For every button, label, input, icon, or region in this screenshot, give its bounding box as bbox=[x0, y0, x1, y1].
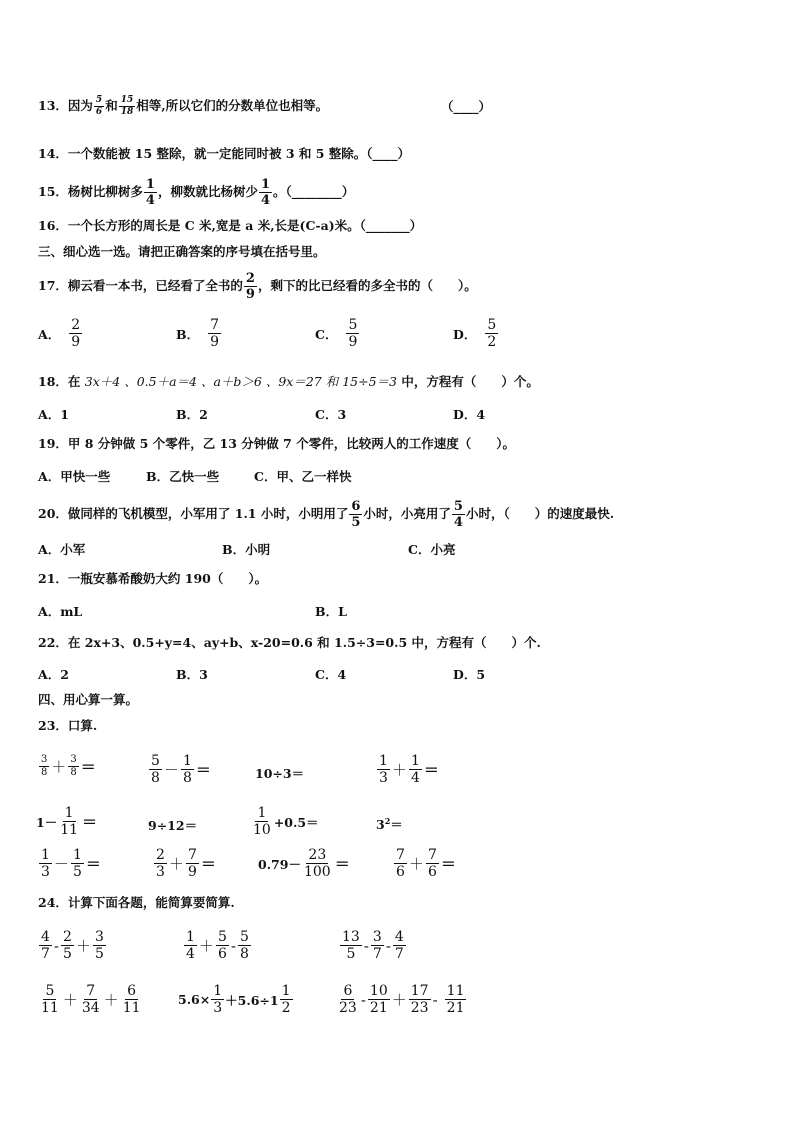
expression: $\frac{1}{3}$ ＋ $\frac{1}{4}$ ＝ bbox=[379, 753, 439, 786]
section-heading: 三、细心选一选。请把正确答案的序号填在括号里。 bbox=[38, 244, 326, 259]
question-21: 21．一瓶安慕希酸奶大约 190（ ）。 bbox=[38, 571, 268, 586]
expression: 0.79－ $\frac{23}{100}$ ＝ bbox=[258, 847, 350, 880]
expression: 1－ $\frac{1}{11}$ ＝ bbox=[36, 805, 98, 838]
option-d[interactable]: D． $\frac{5}{2}$ bbox=[453, 317, 497, 350]
option-d[interactable]: D．5 bbox=[453, 667, 486, 682]
option-a[interactable]: A．甲快一些 bbox=[38, 469, 111, 484]
fraction: $\frac{15}{18}$ bbox=[120, 95, 134, 117]
option-a[interactable]: A．小军 bbox=[38, 542, 86, 557]
option-b[interactable]: B．3 bbox=[176, 667, 208, 682]
option-c[interactable]: C．甲、乙一样快 bbox=[254, 469, 352, 484]
question-16: 16．一个长方形的周长是 C 米,宽是 a 米,长是(C-a)米。（_______） bbox=[38, 218, 423, 233]
option-b[interactable]: B．小明 bbox=[222, 542, 271, 557]
question-24-title: 24．计算下面各题，能简算要简算. bbox=[38, 895, 235, 910]
question-23-title: 23．口算. bbox=[38, 718, 98, 733]
expression: $\frac{1}{10}$ +0.5＝ bbox=[253, 805, 319, 838]
expression: $\frac{7}{6}$ ＋ $\frac{7}{6}$ ＝ bbox=[396, 847, 456, 880]
question-18: 18．在 3x＋4 、0.5＋a＝4 、a＋b＞6 、9x＝27 和 15÷5＝3 中，方程有（ ）个。 bbox=[38, 374, 539, 389]
question-15: 15．杨树比柳树多 $\frac{1}{4}$ ，柳数就比杨树少 $\frac{1}{4}$ 。（________） bbox=[38, 177, 355, 208]
option-b[interactable]: B．2 bbox=[176, 407, 208, 422]
option-c[interactable]: C．3 bbox=[315, 407, 347, 422]
expression: $\frac{13}{5}$ - $\frac{3}{7}$ - $\frac{4}{7}$ bbox=[342, 929, 404, 962]
expression: 10÷3＝ bbox=[255, 766, 305, 781]
fraction: $\frac{6}{5}$ bbox=[351, 499, 361, 530]
fraction: $\frac{1}{4}$ bbox=[145, 177, 155, 208]
expression: $\frac{5}{8}$ － $\frac{1}{8}$ ＝ bbox=[151, 753, 211, 786]
fraction: $\frac{1}{4}$ bbox=[260, 177, 271, 208]
expression: 9÷12＝ bbox=[148, 818, 198, 833]
fraction: $\frac{2}{9}$ bbox=[245, 271, 255, 302]
question-14: 14．一个数能被 15 整除，就一定能同时被 3 和 5 整除。（____） bbox=[38, 146, 411, 161]
option-b[interactable]: B．乙快一些 bbox=[146, 469, 220, 484]
option-a[interactable]: A．mL bbox=[38, 604, 83, 619]
question-20: 20．做同样的飞机模型，小军用了 1.1 小时，小明用了 $\frac{6}{5}$ 小时，小亮用了 $\frac{5}{4}$ 小时，（ ）的速度最快. bbox=[38, 499, 615, 530]
expression: $\frac{4}{7}$ - $\frac{2}{5}$ ＋ $\frac{3}{5}$ bbox=[41, 929, 104, 962]
expression: 5.6× $\frac{1}{3}$ ＋5.6÷1 $\frac{1}{2}$ bbox=[178, 983, 291, 1016]
option-a[interactable]: A．2 bbox=[38, 667, 69, 682]
expression: $\frac{1}{3}$ － $\frac{1}{5}$ ＝ bbox=[41, 847, 101, 880]
question-19: 19．甲 8 分钟做 5 个零件，乙 13 分钟做 7 个零件，比较两人的工作速度（ ）。 bbox=[38, 436, 515, 451]
option-b[interactable]: B． $\frac{7}{9}$ bbox=[176, 317, 219, 350]
option-b[interactable]: B．L bbox=[315, 604, 347, 619]
section-heading: 四、用心算一算。 bbox=[38, 692, 139, 707]
question-13: 13．因为 $\frac{5}{6}$ 和 $\frac{15}{18}$ 相等,所以它们的分数单位也相等。 bbox=[38, 95, 329, 117]
option-c[interactable]: C．4 bbox=[315, 667, 347, 682]
option-a[interactable]: A．1 bbox=[38, 407, 69, 422]
fraction: $\frac{5}{6}$ bbox=[95, 95, 103, 117]
fraction: $\frac{5}{4}$ bbox=[453, 499, 463, 530]
option-c[interactable]: C． $\frac{5}{9}$ bbox=[315, 317, 358, 350]
expression: $3^2=$ bbox=[376, 815, 403, 832]
expression: $\frac{5}{11}$ ＋ $\frac{7}{34}$ ＋ $\frac{6}{11}$ bbox=[41, 983, 141, 1016]
option-d[interactable]: D．4 bbox=[453, 407, 486, 422]
expression: $\frac{1}{4}$ ＋ $\frac{5}{6}$ - $\frac{5}{8}$ bbox=[186, 929, 249, 962]
question-22: 22．在 2x+3、0.5+y=4、ay+b、x-20=0.6 和 1.5÷3=0.5 中，方程有（ ）个. bbox=[38, 635, 541, 650]
expression: $\frac{6}{23}$ - $\frac{10}{21}$ ＋ $\frac{17}{23}$ - $\frac{11}{21}$ bbox=[339, 983, 465, 1016]
question-17: 17．柳云看一本书，已经看了全书的 $\frac{2}{9}$ ，剩下的比已经看的多全书的（ ）。 bbox=[38, 271, 477, 302]
expression: $\frac{2}{3}$ ＋ $\frac{7}{9}$ ＝ bbox=[156, 847, 216, 880]
option-c[interactable]: C．小亮 bbox=[408, 542, 456, 557]
answer-blank[interactable]: （____） bbox=[441, 99, 492, 114]
option-a[interactable]: A． $\frac{2}{9}$ bbox=[38, 317, 81, 350]
expression: $\frac{3}{8}$ ＋ $\frac{3}{8}$ ＝ bbox=[41, 754, 96, 778]
